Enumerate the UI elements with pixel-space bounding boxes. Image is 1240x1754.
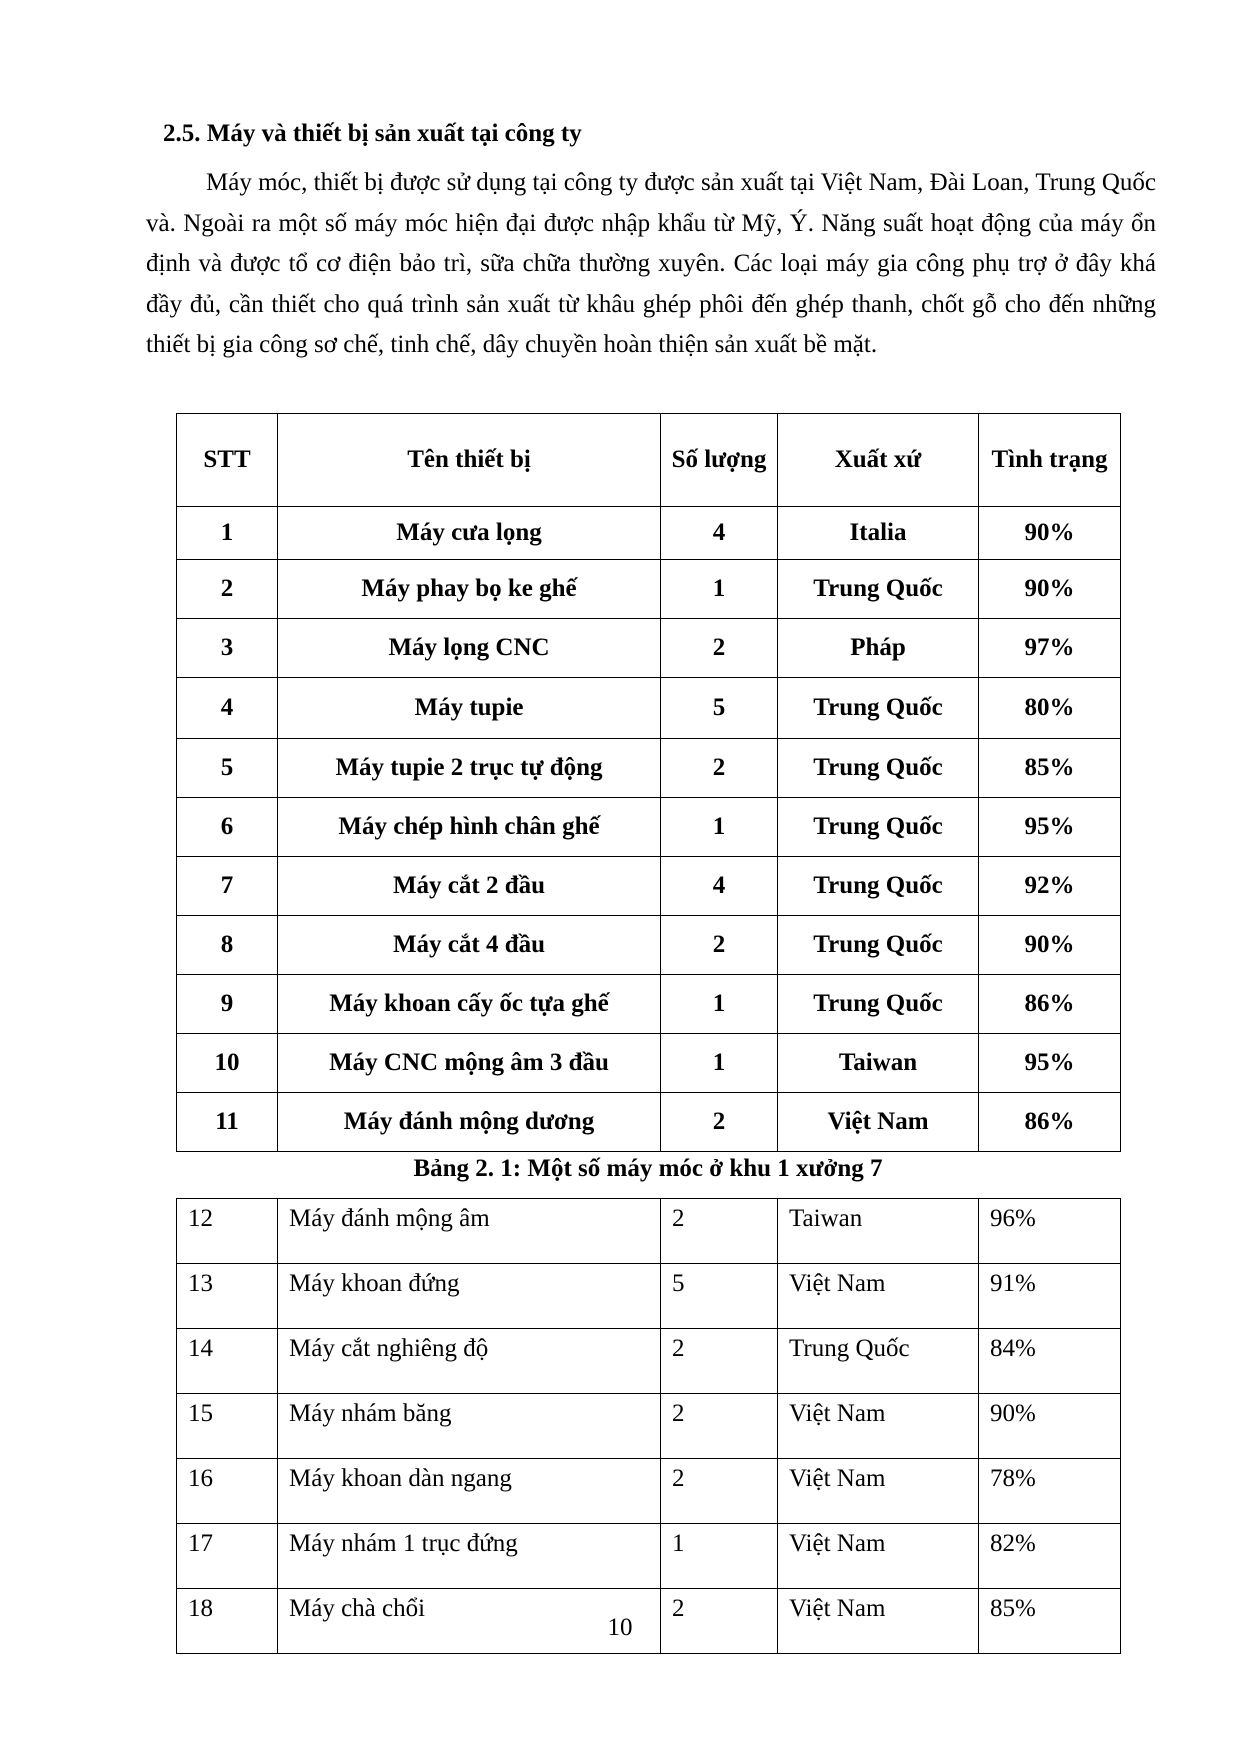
quantity-cell: 4: [661, 507, 778, 560]
stt-cell: 15: [177, 1394, 278, 1459]
quantity-cell: 2: [661, 916, 778, 975]
table-row: [177, 1034, 1121, 1093]
condition-cell: 82%: [979, 1524, 1121, 1589]
table-row: [177, 619, 1121, 678]
quantity-cell: 1: [661, 1524, 778, 1589]
condition-cell: 85%: [979, 1589, 1121, 1654]
equipment-name-cell: Máy khoan đứng: [278, 1264, 661, 1329]
table-row: [177, 798, 1121, 857]
equipment-name-cell: Máy cắt 2 đầu: [278, 857, 661, 916]
equipment-name-cell: Máy chép hình chân ghế: [278, 798, 661, 857]
table-caption: Bảng 2. 1: Một số máy móc ở khu 1 xưởng 7: [413, 1155, 883, 1182]
table-row: [177, 857, 1121, 916]
equipment-name-cell: Máy lọng CNC: [278, 619, 661, 678]
equipment-name-cell: Máy khoan cấy ốc tựa ghế: [278, 975, 661, 1034]
stt-cell: 11: [177, 1093, 278, 1152]
condition-cell: 97%: [979, 619, 1121, 678]
section-paragraph: Máy móc, thiết bị được sử dụng tại công ty được sản xuất tại Việt Nam, Đài Loan, Trung Quốc và. Ngoài ra một số máy móc hiện đại được nhập khẩu từ Mỹ, Ý. Năng suất hoạt động của máy ổn định và được tổ cơ điện bảo trì, sữa chữa thường xuyên. Các loại máy gia công phụ trợ ở đây khá đầy đủ, cần thiết cho quá trình sản xuất từ khâu ghép phôi đến ghép thanh, chốt gỗ cho đến những thiết bị gia công sơ chế, tinh chế, dây chuyền hoàn thiện sản xuất bề mặt.: [146, 169, 1156, 358]
table-row: [177, 1394, 1121, 1459]
origin-cell: Trung Quốc: [778, 857, 979, 916]
origin-cell: Trung Quốc: [778, 916, 979, 975]
origin-cell: Việt Nam: [778, 1394, 979, 1459]
equipment-name-cell: Máy CNC mộng âm 3 đầu: [278, 1034, 661, 1093]
table-row: [177, 1329, 1121, 1394]
origin-cell: Việt Nam: [778, 1589, 979, 1654]
stt-cell: 4: [177, 678, 278, 739]
table-row: [177, 1524, 1121, 1589]
quantity-cell: 1: [661, 975, 778, 1034]
origin-cell: Trung Quốc: [778, 1329, 979, 1394]
condition-cell: 84%: [979, 1329, 1121, 1394]
stt-cell: 10: [177, 1034, 278, 1093]
equipment-name-cell: Máy chà chổi: [278, 1589, 661, 1654]
table-row: [177, 560, 1121, 619]
table-header-cell: Xuất xứ: [778, 414, 979, 507]
stt-cell: 5: [177, 739, 278, 798]
condition-cell: 92%: [979, 857, 1121, 916]
origin-cell: Trung Quốc: [778, 678, 979, 739]
quantity-cell: 2: [661, 739, 778, 798]
stt-cell: 14: [177, 1329, 278, 1394]
stt-cell: 16: [177, 1459, 278, 1524]
condition-cell: 90%: [979, 1394, 1121, 1459]
stt-cell: 8: [177, 916, 278, 975]
table-row: [177, 678, 1121, 739]
condition-cell: 90%: [979, 507, 1121, 560]
quantity-cell: 5: [661, 678, 778, 739]
origin-cell: Taiwan: [778, 1034, 979, 1093]
quantity-cell: 2: [661, 1394, 778, 1459]
stt-cell: 13: [177, 1264, 278, 1329]
origin-cell: Taiwan: [778, 1199, 979, 1264]
quantity-cell: 5: [661, 1264, 778, 1329]
table-header-cell: Số lượng: [661, 414, 778, 507]
section-heading: 2.5. Máy và thiết bị sản xuất tại công ty: [163, 120, 582, 147]
table-header-row: [177, 414, 1121, 507]
origin-cell: Trung Quốc: [778, 739, 979, 798]
origin-cell: Italia: [778, 507, 979, 560]
quantity-cell: 1: [661, 798, 778, 857]
equipment-name-cell: Máy tupie: [278, 678, 661, 739]
table-row: [177, 739, 1121, 798]
origin-cell: Pháp: [778, 619, 979, 678]
condition-cell: 90%: [979, 560, 1121, 619]
condition-cell: 86%: [979, 975, 1121, 1034]
condition-cell: 90%: [979, 916, 1121, 975]
equipment-name-cell: Máy cưa lọng: [278, 507, 661, 560]
equipment-name-cell: Máy cắt 4 đầu: [278, 916, 661, 975]
table-header-cell: STT: [177, 414, 278, 507]
origin-cell: Việt Nam: [778, 1459, 979, 1524]
equipment-name-cell: Máy phay bọ ke ghế: [278, 560, 661, 619]
stt-cell: 7: [177, 857, 278, 916]
page-number: 10: [607, 1614, 633, 1641]
quantity-cell: 1: [661, 1034, 778, 1093]
quantity-cell: 2: [661, 1329, 778, 1394]
condition-cell: 85%: [979, 739, 1121, 798]
stt-cell: 12: [177, 1199, 278, 1264]
table-row: [177, 507, 1121, 560]
origin-cell: Việt Nam: [778, 1264, 979, 1329]
stt-cell: 17: [177, 1524, 278, 1589]
table-row: [177, 1459, 1121, 1524]
quantity-cell: 4: [661, 857, 778, 916]
equipment-table-1: [176, 413, 1121, 1152]
stt-cell: 6: [177, 798, 278, 857]
equipment-table-2: [176, 1198, 1121, 1654]
origin-cell: Việt Nam: [778, 1093, 979, 1152]
table-row: [177, 1093, 1121, 1152]
quantity-cell: 2: [661, 619, 778, 678]
condition-cell: 78%: [979, 1459, 1121, 1524]
stt-cell: 1: [177, 507, 278, 560]
equipment-name-cell: Máy đánh mộng âm: [278, 1199, 661, 1264]
table-header-cell: Tên thiết bị: [278, 414, 661, 507]
table-row: [177, 1264, 1121, 1329]
equipment-name-cell: Máy đánh mộng dương: [278, 1093, 661, 1152]
origin-cell: Trung Quốc: [778, 975, 979, 1034]
table-row: [177, 916, 1121, 975]
condition-cell: 80%: [979, 678, 1121, 739]
table-header-cell: Tình trạng: [979, 414, 1121, 507]
condition-cell: 86%: [979, 1093, 1121, 1152]
origin-cell: Trung Quốc: [778, 560, 979, 619]
origin-cell: Việt Nam: [778, 1524, 979, 1589]
quantity-cell: 2: [661, 1093, 778, 1152]
equipment-name-cell: Máy nhám 1 trục đứng: [278, 1524, 661, 1589]
origin-cell: Trung Quốc: [778, 798, 979, 857]
table-row: [177, 1199, 1121, 1264]
quantity-cell: 2: [661, 1459, 778, 1524]
stt-cell: 3: [177, 619, 278, 678]
stt-cell: 2: [177, 560, 278, 619]
condition-cell: 96%: [979, 1199, 1121, 1264]
quantity-cell: 2: [661, 1589, 778, 1654]
table-row: [177, 975, 1121, 1034]
equipment-name-cell: Máy tupie 2 trục tự động: [278, 739, 661, 798]
condition-cell: 95%: [979, 798, 1121, 857]
stt-cell: 18: [177, 1589, 278, 1654]
quantity-cell: 1: [661, 560, 778, 619]
stt-cell: 9: [177, 975, 278, 1034]
condition-cell: 91%: [979, 1264, 1121, 1329]
quantity-cell: 2: [661, 1199, 778, 1264]
equipment-name-cell: Máy khoan dàn ngang: [278, 1459, 661, 1524]
condition-cell: 95%: [979, 1034, 1121, 1093]
equipment-name-cell: Máy nhám băng: [278, 1394, 661, 1459]
equipment-name-cell: Máy cắt nghiêng độ: [278, 1329, 661, 1394]
